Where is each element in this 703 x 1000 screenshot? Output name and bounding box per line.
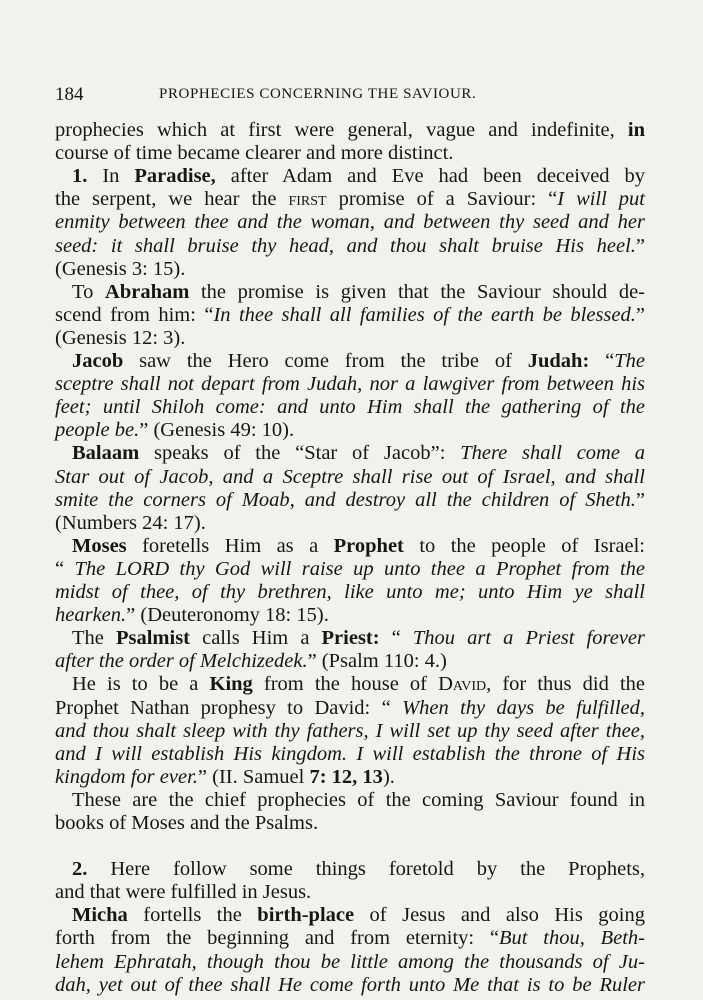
text-segment: (Genesis 12: 3). <box>55 326 186 349</box>
text-line <box>72 350 645 373</box>
text-line <box>72 281 645 304</box>
text-line <box>55 951 645 974</box>
text-segment: Priest: <box>321 627 380 650</box>
text-line <box>55 650 645 673</box>
text-segment: ” <box>635 488 645 511</box>
text-segment: people be. <box>55 419 140 442</box>
text-line <box>72 442 645 465</box>
text-line <box>55 396 645 419</box>
text-line <box>72 789 645 812</box>
text-segment: There shall come a <box>460 442 645 465</box>
text-segment: scend from him: “ <box>55 303 214 326</box>
text-segment: He is to be a <box>72 673 210 696</box>
text-segment: In thee shall all families of the earth be blessed. <box>213 303 636 326</box>
text-line <box>55 512 645 535</box>
text-segment: ” (Psalm 110: 4.) <box>307 650 447 673</box>
text-segment: Abraham <box>105 280 190 303</box>
text-segment: Judah: <box>527 350 590 372</box>
text-line <box>55 974 645 997</box>
text-line <box>55 697 645 720</box>
text-segment: birth-place <box>257 904 355 927</box>
text-line <box>55 258 645 281</box>
text-segment: fortells the <box>127 904 258 927</box>
text-segment: “ <box>55 557 75 580</box>
text-segment: I will put <box>557 188 645 211</box>
text-segment: ” <box>635 234 645 257</box>
text-segment: Star out of Jacob, and a Sceptre shall rise out of Israel, and shall <box>55 465 645 488</box>
text-segment: In <box>102 165 135 188</box>
text-segment: forth from the beginning and from eternity: “ <box>55 927 500 950</box>
text-segment: But thou, Beth- <box>499 927 645 950</box>
text-segment: course of time became clearer and more distinct. <box>55 142 454 165</box>
text-segment: the serpent, we hear the <box>55 188 289 211</box>
text-segment: of Jesus and also His going <box>354 904 645 927</box>
text-segment: dah, yet out of thee shall He come forth unto Me that is to be Ruler <box>55 973 645 996</box>
text-line <box>55 766 645 789</box>
text-segment: The <box>72 627 116 650</box>
text-segment: “ <box>589 350 615 372</box>
text-line <box>55 927 645 950</box>
text-segment: Micha <box>72 904 128 927</box>
text-segment: enmity between thee and the woman, and between thy seed and her <box>55 211 645 234</box>
text-segment: (Numbers 24: 17). <box>55 511 206 534</box>
text-line <box>55 558 645 581</box>
text-segment: first <box>288 188 327 211</box>
text-segment: King <box>209 673 253 696</box>
text-segment: kingdom for ever. <box>55 765 198 788</box>
text-segment: and that were fulfilled in Jesus. <box>55 881 312 904</box>
text-segment: When thy days be fulfilled, <box>402 696 645 719</box>
page-header <box>55 84 645 108</box>
text-segment: and thou shalt sleep with thy fathers, I will set up thy seed after thee, <box>55 719 645 742</box>
text-segment: foretells Him as a <box>126 534 334 557</box>
text-segment: Psalmist <box>115 627 191 650</box>
text-segment: seed: it shall bruise thy head, and thou shalt bruise His heel. <box>55 234 636 257</box>
running-title: PROPHECIES CONCERNING THE SAVIOUR. <box>159 86 477 102</box>
text-line <box>55 211 645 234</box>
text-segment: Here follow some things foretold by the Prophets, <box>110 858 646 881</box>
text-line <box>55 327 645 350</box>
text-segment: Jacob <box>72 350 124 372</box>
text-segment: 1. <box>72 165 103 188</box>
text-segment: ” <box>635 303 645 326</box>
text-segment: books of Moses and the Psalms. <box>55 812 319 834</box>
text-line <box>55 881 645 904</box>
text-segment: and I will establish His kingdom. I will establish the throne of His <box>55 742 645 765</box>
text-segment: ” (II. Samuel <box>197 765 310 788</box>
text-segment: hearken. <box>55 604 127 627</box>
text-segment: 7: 12, 13 <box>309 765 383 788</box>
text-segment: midst of thee, of thy brethren, like unto me; unto Him ye shall <box>55 581 645 603</box>
text-segment: “ <box>379 627 413 650</box>
text-line <box>72 535 645 558</box>
page-number: 184 <box>55 84 84 105</box>
text-segment: after the order of Melchizedek. <box>55 650 308 673</box>
text-line <box>55 373 645 396</box>
text-line <box>55 119 645 142</box>
text-segment: , for thus did the <box>486 673 645 696</box>
text-line <box>55 142 645 165</box>
text-line <box>55 720 645 743</box>
text-segment: ” (Genesis 49: 10). <box>139 419 295 442</box>
text-segment: Prophet Nathan prophesy to David: “ <box>55 696 403 719</box>
text-segment: calls Him a <box>190 627 322 650</box>
text-line <box>55 812 645 835</box>
text-segment: Thou art a Priest forever <box>412 627 645 650</box>
text-segment: 2. <box>72 858 111 881</box>
text-segment: Paradise, <box>134 165 216 188</box>
text-segment: the promise is given that the Saviour should de- <box>189 280 646 303</box>
text-segment: smite the corners of Moab, and destroy all the children of Sheth. <box>55 488 636 511</box>
text-segment: These are the chief prophecies of the coming Saviour found in <box>72 788 645 811</box>
text-segment: ). <box>382 765 395 788</box>
text-segment: Moses <box>72 534 127 557</box>
text-segment: David <box>438 673 487 696</box>
text-line <box>72 673 645 696</box>
text-line <box>55 419 645 442</box>
text-line <box>55 235 645 258</box>
text-line <box>55 489 645 512</box>
text-segment: from the house of <box>252 673 439 696</box>
text-line <box>55 188 645 211</box>
text-line <box>72 165 645 188</box>
text-line <box>55 604 645 627</box>
text-segment: speaks of the “Star of Jacob”: <box>139 442 461 465</box>
text-segment: Prophet <box>333 534 404 557</box>
text-segment: The LORD thy God will raise up unto thee a Prophet from the <box>74 557 645 580</box>
text-line <box>72 627 645 650</box>
text-segment: sceptre shall not depart from Judah, nor a lawgiver from between his <box>55 373 645 396</box>
text-segment: ” (Deuteronomy 18: 15). <box>126 604 329 627</box>
text-line <box>55 466 645 489</box>
text-segment: prophecies which at first were general, vague and indefinite, <box>55 119 628 141</box>
text-segment: lehem Ephratah, though thou be little among the thousands of Ju- <box>55 950 645 973</box>
text-segment: To <box>72 280 106 303</box>
text-segment: (Genesis 3: 15). <box>55 257 186 280</box>
text-line <box>72 904 645 927</box>
text-segment: Balaam <box>72 442 140 465</box>
text-line <box>55 304 645 327</box>
text-segment: saw the Hero come from the tribe of <box>123 350 528 372</box>
text-line <box>55 581 645 604</box>
text-line <box>55 743 645 766</box>
text-segment: in <box>627 119 645 141</box>
text-segment: promise of a Saviour: “ <box>326 188 558 211</box>
text-segment: The <box>614 350 645 372</box>
text-line <box>72 858 645 881</box>
text-segment: feet; until Shiloh come: and unto Him shall the gathering of the <box>55 396 645 419</box>
text-segment: after Adam and Eve had been deceived by <box>215 165 646 188</box>
text-segment: to the people of Israel: <box>403 534 645 557</box>
